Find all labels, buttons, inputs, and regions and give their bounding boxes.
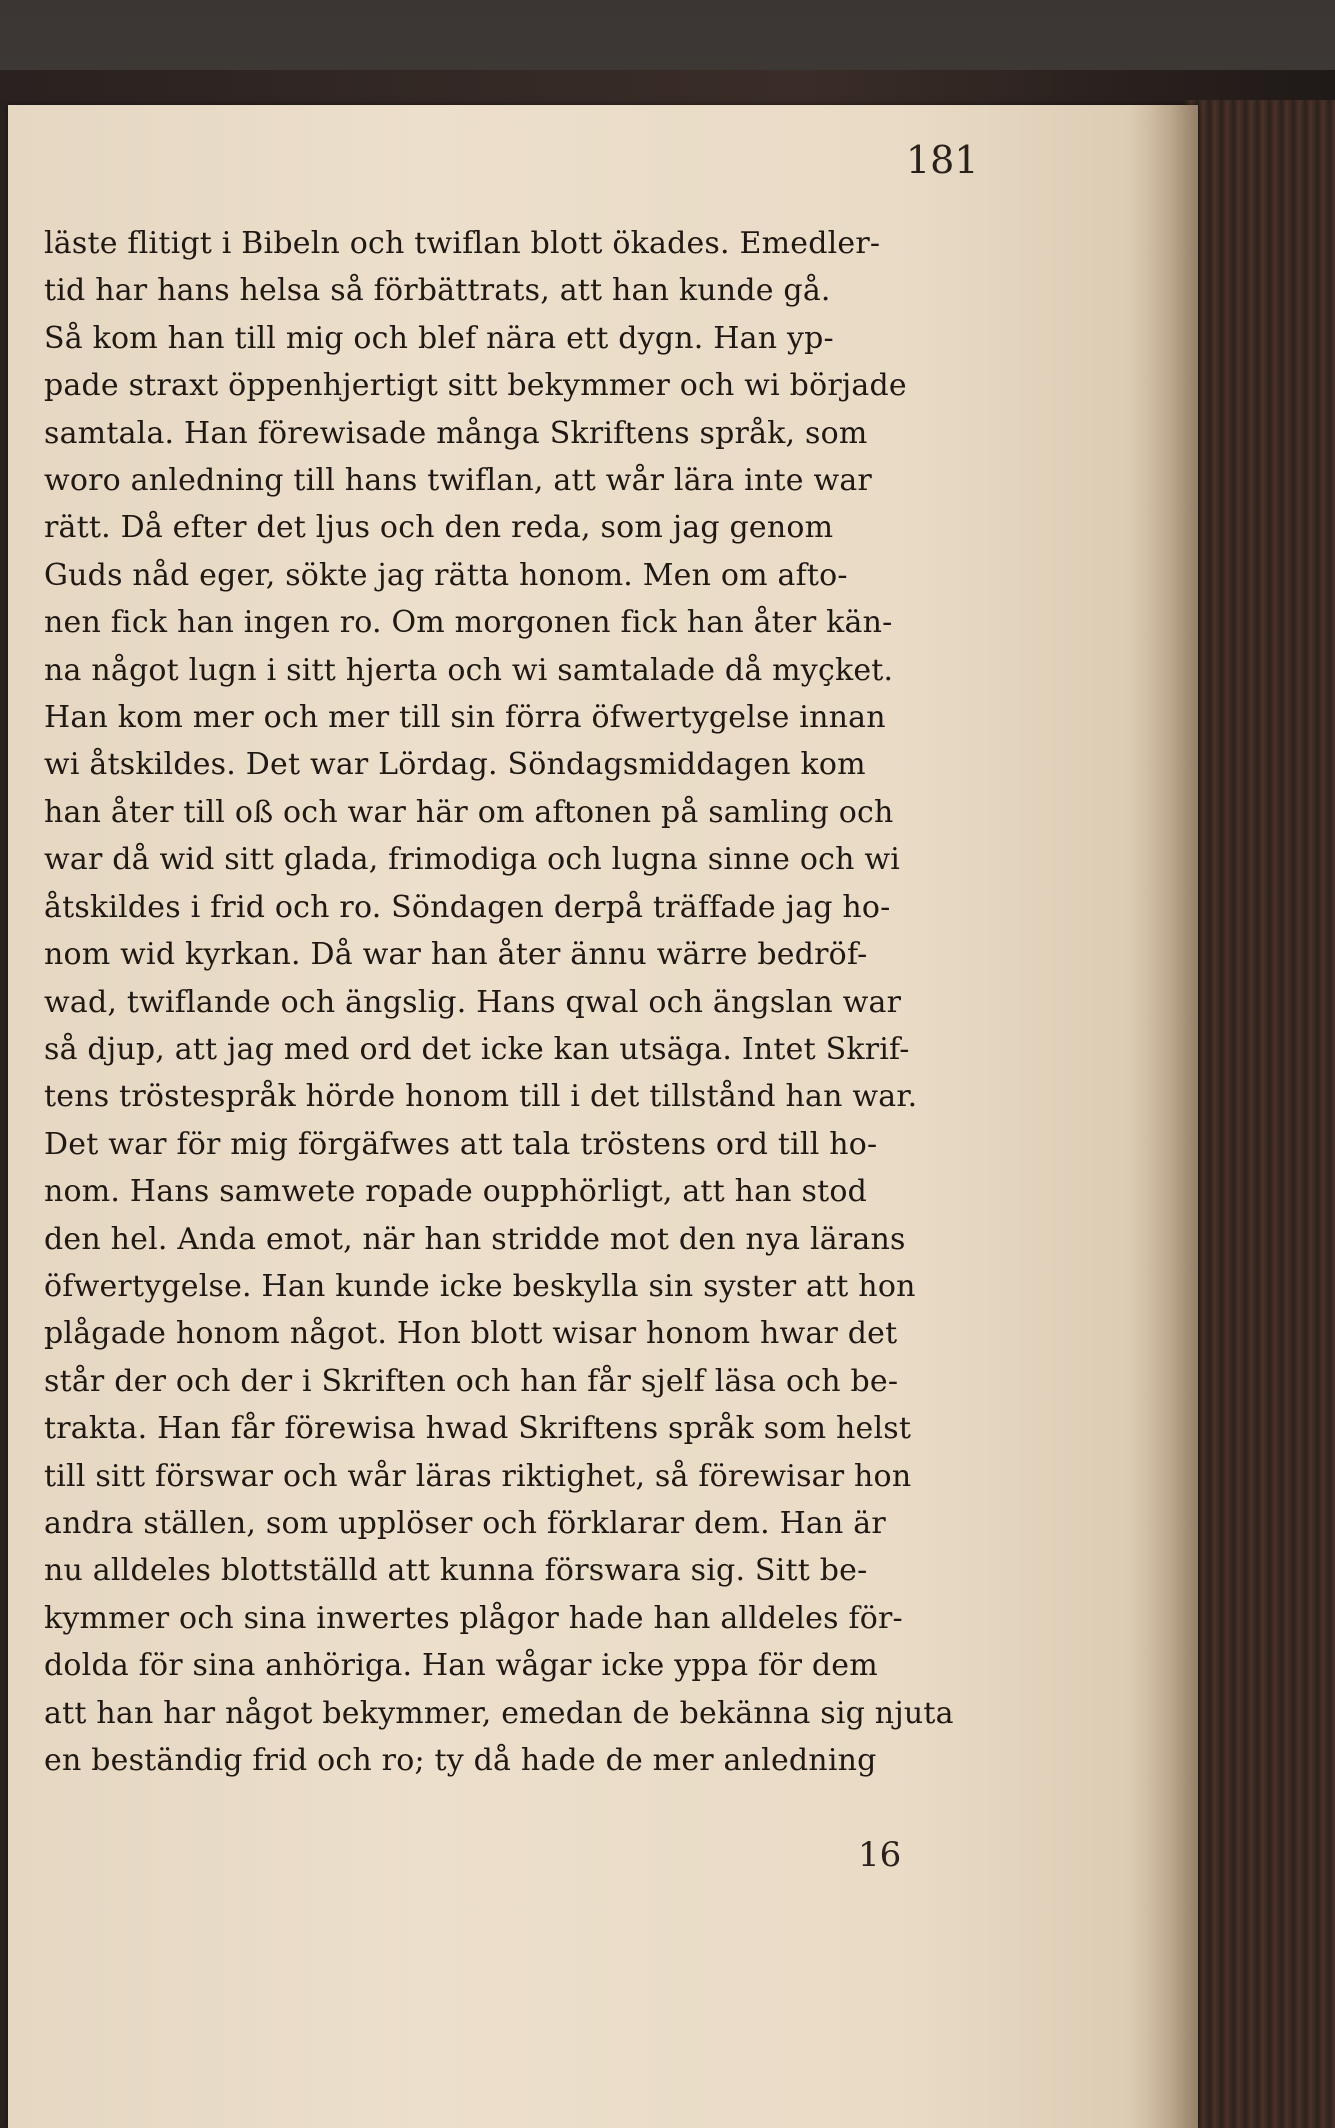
text-line: står der och der i Skriften och han får sjelf läsa och be-: [44, 1363, 899, 1399]
text-line: åtskildes i frid och ro. Söndagen derpå träffade jag ho-: [44, 889, 891, 925]
text-line: woro anledning till hans twiflan, att wår lära inte war: [44, 463, 872, 499]
text-line: tens tröstespråk hörde honom till i det tillstånd han war.: [44, 1079, 918, 1115]
text-line: pade straxt öppenhjertigt sitt bekymmer och wi började: [44, 368, 907, 404]
text-line: Guds nåd eger, sökte jag rätta honom. Men om afto-: [44, 557, 848, 593]
text-line: Det war för mig förgäfwes att tala tröstens ord till ho-: [44, 1126, 878, 1162]
text-line: rätt. Då efter det ljus och den reda, som jag genom: [44, 510, 834, 546]
text-line: wi åtskildes. Det war Lördag. Söndagsmiddagen kom: [44, 747, 866, 783]
text-line: andra ställen, som upplöser och förklarar dem. Han är: [44, 1505, 886, 1541]
text-line: samtala. Han förewisade många Skriftens språk, som: [44, 415, 868, 451]
text-line: läste flitigt i Bibeln och twiflan blott ökades. Emedler-: [44, 226, 881, 261]
text-line: nu alldeles blottställd att kunna förswara sig. Sitt be-: [44, 1553, 868, 1589]
page-number: 181: [906, 138, 979, 182]
page-gutter-shadow: [1128, 105, 1198, 2128]
text-line: att han har något bekymmer, emedan de bekänna sig njuta: [44, 1695, 954, 1731]
text-line: Han kom mer och mer till sin förra öfwertygelse innan: [44, 700, 886, 736]
text-line: tid har hans helsa så förbättrats, att han kunde gå.: [44, 273, 831, 309]
text-line: han åter till oß och war här om aftonen på samling och: [44, 794, 894, 830]
text-line: till sitt förswar och wår läras riktighet, så förewisar hon: [44, 1458, 912, 1494]
text-line: Så kom han till mig och blef nära ett dygn. Han yp-: [44, 320, 834, 356]
text-line: öfwertygelse. Han kunde icke beskylla sin syster att hon: [44, 1268, 916, 1304]
text-line: plågade honom något. Hon blott wisar honom hwar det: [44, 1316, 898, 1352]
text-line: kymmer och sina inwertes plågor hade han alldeles för-: [44, 1600, 903, 1636]
book-spine-edge: [1185, 100, 1335, 2128]
text-line: en beständig frid och ro; ty då hade de mer anledning: [44, 1743, 877, 1778]
text-line: nom. Hans samwete ropade oupphörligt, att han stod: [44, 1174, 868, 1210]
signature-mark: 16: [858, 1835, 902, 1875]
text-line: war då wid sitt glada, frimodiga och lugna sinne och wi: [44, 842, 901, 878]
text-line: na något lugn i sitt hjerta och wi samtalade då myçket.: [44, 652, 894, 688]
body-text: [44, 220, 1004, 1784]
text-line: den hel. Anda emot, när han stridde mot den nya lärans: [44, 1221, 906, 1257]
text-line: trakta. Han får förewisa hwad Skriftens språk som helst: [44, 1411, 912, 1447]
text-line: wad, twiflande och ängslig. Hans qwal och ängslan war: [44, 984, 902, 1020]
text-line: nom wid kyrkan. Då war han åter ännu wärre bedröf-: [44, 937, 868, 973]
text-line: dolda för sina anhöriga. Han wågar icke yppa för dem: [44, 1648, 878, 1684]
text-line: nen fick han ingen ro. Om morgonen fick han åter kän-: [44, 605, 893, 641]
text-line: så djup, att jag med ord det icke kan utsäga. Intet Skrif-: [44, 1031, 910, 1067]
